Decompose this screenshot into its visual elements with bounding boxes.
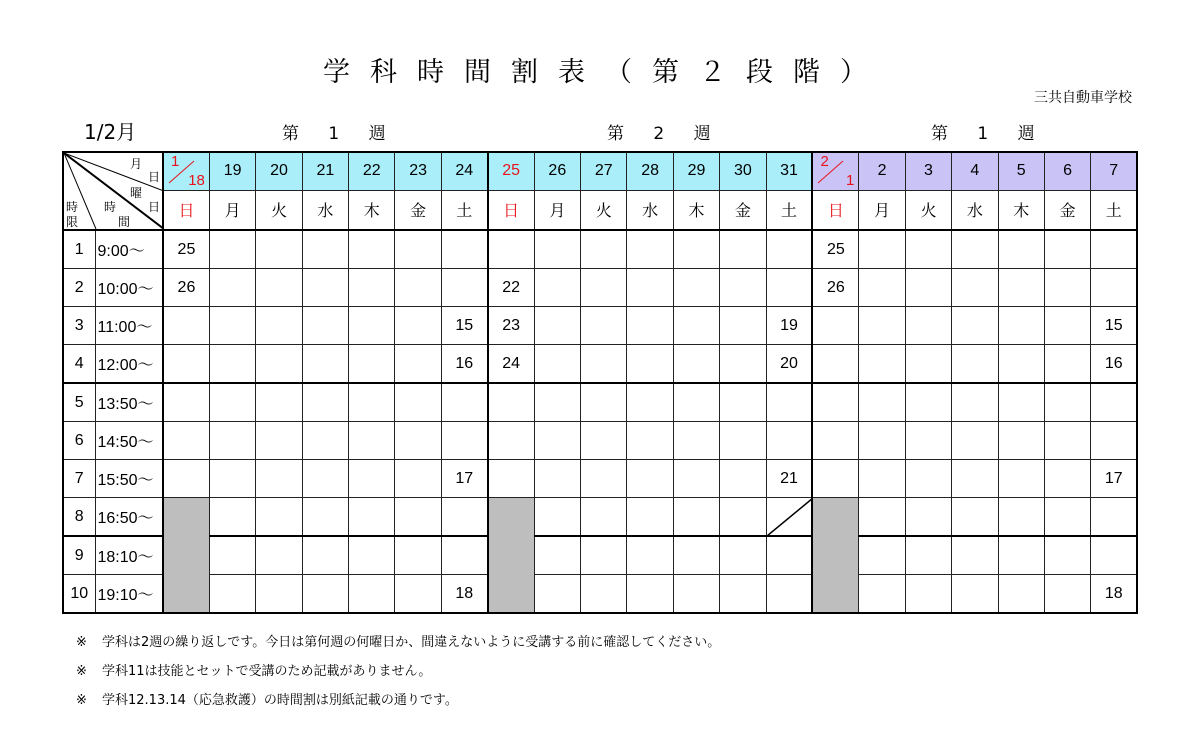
month-label: 1/2月 — [84, 120, 137, 144]
period-number: 7 — [63, 460, 95, 498]
lesson-cell — [256, 460, 302, 498]
weekday-土: 土 — [441, 190, 487, 230]
lesson-cell — [812, 422, 858, 460]
lesson-cell — [673, 460, 719, 498]
lesson-cell — [534, 269, 580, 307]
date-header-23: 23 — [395, 152, 441, 190]
lesson-cell — [627, 422, 673, 460]
lesson-cell — [1044, 269, 1090, 307]
date-header-28: 28 — [627, 152, 673, 190]
lesson-cell: 16 — [441, 345, 487, 384]
lesson-cell — [859, 307, 905, 345]
period-row-9 — [63, 536, 1137, 575]
lesson-cell — [581, 307, 627, 345]
lesson-cell — [534, 307, 580, 345]
lesson-cell — [859, 498, 905, 537]
lesson-cell — [488, 460, 534, 498]
lesson-cell: 18 — [441, 575, 487, 614]
weekday-月: 月 — [534, 190, 580, 230]
lesson-cell — [209, 345, 255, 384]
lesson-cell — [302, 345, 348, 384]
lesson-cell — [627, 230, 673, 269]
lesson-cell — [1044, 307, 1090, 345]
period-number: 3 — [63, 307, 95, 345]
weekday-火: 火 — [256, 190, 302, 230]
lesson-cell — [209, 575, 255, 614]
lesson-cell — [812, 345, 858, 384]
lesson-cell — [720, 383, 766, 422]
week-label-1: 第 1 週 — [282, 124, 398, 144]
lesson-cell — [1044, 383, 1090, 422]
lesson-cell — [302, 269, 348, 307]
lesson-cell — [534, 422, 580, 460]
lesson-cell — [952, 422, 998, 460]
date-header-31: 31 — [766, 152, 812, 190]
period-number: 9 — [63, 536, 95, 575]
period-row-4 — [63, 345, 1137, 384]
lesson-cell — [441, 498, 487, 537]
lesson-cell: 15 — [441, 307, 487, 345]
lesson-cell — [209, 460, 255, 498]
period-time: 13:50～ — [95, 383, 163, 422]
lesson-cell — [720, 422, 766, 460]
lesson-cell — [441, 230, 487, 269]
lesson-cell — [209, 498, 255, 537]
lesson-cell: 18 — [1091, 575, 1137, 614]
weekday-水: 水 — [627, 190, 673, 230]
lesson-cell — [349, 575, 395, 614]
period-time: 10:00～ — [95, 269, 163, 307]
lesson-cell — [720, 269, 766, 307]
lesson-cell — [256, 307, 302, 345]
lesson-cell — [349, 460, 395, 498]
period-time: 15:50～ — [95, 460, 163, 498]
lesson-cell — [395, 422, 441, 460]
lesson-cell — [395, 383, 441, 422]
lesson-cell: 25 — [812, 230, 858, 269]
weekday-土: 土 — [1091, 190, 1137, 230]
corner-period: 時 — [66, 200, 79, 214]
lesson-cell — [302, 460, 348, 498]
lesson-cell — [998, 498, 1044, 537]
crossed-out-icon — [767, 498, 813, 536]
lesson-cell — [302, 307, 348, 345]
lesson-cell — [1044, 230, 1090, 269]
date-header-3: 3 — [905, 152, 951, 190]
lesson-cell — [766, 230, 812, 269]
lesson-cell: 16 — [1091, 345, 1137, 384]
lesson-cell — [627, 307, 673, 345]
week-label-3: 第 1 週 — [931, 124, 1047, 144]
lesson-cell — [812, 307, 858, 345]
lesson-cell: 17 — [441, 460, 487, 498]
period-time: 12:00～ — [95, 345, 163, 384]
weekday-火: 火 — [905, 190, 951, 230]
lesson-cell — [302, 230, 348, 269]
lesson-cell — [395, 536, 441, 575]
lesson-cell — [1044, 575, 1090, 614]
lesson-cell — [673, 575, 719, 614]
lesson-cell: 22 — [488, 269, 534, 307]
weekday-火: 火 — [581, 190, 627, 230]
lesson-cell: 15 — [1091, 307, 1137, 345]
lesson-cell — [349, 536, 395, 575]
lesson-cell — [859, 575, 905, 614]
lesson-cell — [256, 383, 302, 422]
lesson-cell — [256, 269, 302, 307]
lesson-cell — [627, 498, 673, 537]
period-row-1 — [63, 230, 1137, 269]
period-row-8 — [63, 498, 1137, 537]
period-row-2 — [63, 269, 1137, 307]
weekday-水: 水 — [952, 190, 998, 230]
lesson-cell — [581, 345, 627, 384]
lesson-cell — [905, 307, 951, 345]
lesson-cell — [1091, 498, 1137, 537]
lesson-cell — [256, 498, 302, 537]
date-header-5: 5 — [998, 152, 1044, 190]
lesson-cell — [209, 422, 255, 460]
lesson-cell — [534, 230, 580, 269]
lesson-cell — [627, 460, 673, 498]
date-header-29: 29 — [673, 152, 719, 190]
lesson-cell — [952, 383, 998, 422]
lesson-cell — [302, 422, 348, 460]
corner-header-cell: 月 日 曜 日 時 限 時 間 — [63, 152, 163, 230]
lesson-cell — [441, 269, 487, 307]
date-header-4: 4 — [952, 152, 998, 190]
period-time: 18:10～ — [95, 536, 163, 575]
lesson-cell — [302, 575, 348, 614]
lesson-cell — [534, 460, 580, 498]
lesson-cell — [766, 536, 812, 575]
lesson-cell — [859, 345, 905, 384]
lesson-cell — [441, 383, 487, 422]
lesson-cell: 25 — [163, 230, 209, 269]
lesson-cell — [349, 498, 395, 537]
weekday-日: 日 — [812, 190, 858, 230]
period-row-3 — [63, 307, 1137, 345]
period-number: 6 — [63, 422, 95, 460]
lesson-cell: 26 — [163, 269, 209, 307]
weekday-金: 金 — [720, 190, 766, 230]
corner-month: 月 — [130, 157, 143, 171]
lesson-cell — [998, 536, 1044, 575]
lesson-cell — [673, 422, 719, 460]
lesson-cell — [488, 383, 534, 422]
closed-cell — [488, 498, 534, 614]
lesson-cell — [998, 345, 1044, 384]
week-label-2: 第 2 週 — [607, 124, 723, 144]
lesson-cell — [998, 575, 1044, 614]
lesson-cell — [627, 345, 673, 384]
weekday-水: 水 — [302, 190, 348, 230]
lesson-cell — [766, 422, 812, 460]
lesson-cell — [627, 383, 673, 422]
weekday-日: 日 — [488, 190, 534, 230]
lesson-cell — [534, 536, 580, 575]
lesson-cell — [349, 345, 395, 384]
lesson-cell — [256, 422, 302, 460]
lesson-cell — [905, 269, 951, 307]
lesson-cell — [1044, 498, 1090, 537]
lesson-cell — [998, 269, 1044, 307]
timetable-grid — [62, 151, 1138, 614]
lesson-cell — [395, 498, 441, 537]
lesson-cell — [720, 230, 766, 269]
lesson-cell — [1044, 460, 1090, 498]
lesson-cell — [952, 230, 998, 269]
lesson-cell — [256, 536, 302, 575]
lesson-cell — [720, 536, 766, 575]
lesson-cell: 19 — [766, 307, 812, 345]
lesson-cell — [395, 269, 441, 307]
weekday-土: 土 — [766, 190, 812, 230]
period-time: 9:00～ — [95, 230, 163, 269]
lesson-cell — [812, 383, 858, 422]
lesson-cell — [581, 230, 627, 269]
date-header-22: 22 — [349, 152, 395, 190]
weekday-金: 金 — [395, 190, 441, 230]
lesson-cell — [349, 422, 395, 460]
lesson-cell — [256, 575, 302, 614]
note-2: ※ 学科11は技能とセットで受講のため記載がありません。 — [76, 664, 432, 679]
lesson-cell: 17 — [1091, 460, 1137, 498]
date-header-25: 25 — [488, 152, 534, 190]
lesson-cell — [349, 307, 395, 345]
lesson-cell — [998, 383, 1044, 422]
lesson-cell — [859, 383, 905, 422]
lesson-cell: 20 — [766, 345, 812, 384]
lesson-cell — [766, 498, 812, 537]
lesson-cell — [859, 536, 905, 575]
lesson-cell — [952, 345, 998, 384]
lesson-cell — [952, 575, 998, 614]
lesson-cell — [998, 460, 1044, 498]
lesson-cell — [627, 575, 673, 614]
lesson-cell — [581, 269, 627, 307]
lesson-cell: 21 — [766, 460, 812, 498]
lesson-cell — [905, 536, 951, 575]
date-header-21: 21 — [302, 152, 348, 190]
closed-cell — [163, 498, 209, 614]
lesson-cell — [720, 498, 766, 537]
lesson-cell — [349, 269, 395, 307]
lesson-cell — [859, 460, 905, 498]
period-row-7 — [63, 460, 1137, 498]
lesson-cell — [998, 230, 1044, 269]
lesson-cell — [952, 269, 998, 307]
lesson-cell — [581, 422, 627, 460]
lesson-cell — [534, 345, 580, 384]
lesson-cell — [302, 536, 348, 575]
period-row-10 — [63, 575, 1137, 614]
lesson-cell — [720, 345, 766, 384]
lesson-cell — [209, 269, 255, 307]
date-header-2/1 — [812, 152, 858, 190]
lesson-cell — [581, 536, 627, 575]
lesson-cell: 23 — [488, 307, 534, 345]
lesson-cell — [1091, 230, 1137, 269]
lesson-cell — [488, 422, 534, 460]
lesson-cell — [209, 536, 255, 575]
lesson-cell — [302, 383, 348, 422]
date-fraction: 1 18 — [164, 153, 209, 189]
lesson-cell — [998, 422, 1044, 460]
date-header-2: 2 — [859, 152, 905, 190]
lesson-cell — [1091, 269, 1137, 307]
lesson-cell — [720, 307, 766, 345]
lesson-cell — [349, 383, 395, 422]
lesson-cell — [534, 383, 580, 422]
note-1: ※ 学科は2週の繰り返しです。今日は第何週の何曜日か、間違えないように受講する前に確認してください。 — [76, 635, 721, 650]
period-number: 8 — [63, 498, 95, 537]
school-name: 三共自動車学校 — [1034, 90, 1132, 106]
weekday-日: 日 — [163, 190, 209, 230]
date-header-26: 26 — [534, 152, 580, 190]
lesson-cell — [859, 422, 905, 460]
lesson-cell — [673, 498, 719, 537]
period-time: 19:10～ — [95, 575, 163, 614]
date-fraction: 2 1 — [813, 153, 858, 189]
lesson-cell — [1091, 422, 1137, 460]
lesson-cell — [952, 307, 998, 345]
lesson-cell — [952, 460, 998, 498]
lesson-cell — [905, 383, 951, 422]
date-header-6: 6 — [1044, 152, 1090, 190]
weekday-金: 金 — [1044, 190, 1090, 230]
date-header-19: 19 — [209, 152, 255, 190]
date-header-24: 24 — [441, 152, 487, 190]
lesson-cell — [905, 575, 951, 614]
period-number: 2 — [63, 269, 95, 307]
lesson-cell — [256, 345, 302, 384]
date-row — [63, 152, 1137, 190]
lesson-cell — [395, 575, 441, 614]
lesson-cell — [952, 536, 998, 575]
period-time: 14:50～ — [95, 422, 163, 460]
date-header-7: 7 — [1091, 152, 1137, 190]
lesson-cell: 26 — [812, 269, 858, 307]
lesson-cell — [627, 269, 673, 307]
lesson-cell — [163, 307, 209, 345]
lesson-cell — [812, 460, 858, 498]
lesson-cell — [581, 575, 627, 614]
weekday-row — [63, 190, 1137, 230]
lesson-cell — [905, 230, 951, 269]
lesson-cell — [209, 230, 255, 269]
lesson-cell: 24 — [488, 345, 534, 384]
lesson-cell — [905, 422, 951, 460]
lesson-cell — [209, 307, 255, 345]
lesson-cell — [209, 383, 255, 422]
period-time: 11:00～ — [95, 307, 163, 345]
lesson-cell — [1044, 536, 1090, 575]
lesson-cell — [905, 345, 951, 384]
lesson-cell — [534, 575, 580, 614]
lesson-cell — [441, 422, 487, 460]
corner-weekday: 曜 — [130, 186, 143, 200]
lesson-cell — [256, 230, 302, 269]
lesson-cell — [627, 536, 673, 575]
lesson-cell — [581, 498, 627, 537]
lesson-cell — [1044, 345, 1090, 384]
lesson-cell — [673, 383, 719, 422]
note-3: ※ 学科12.13.14（応急救護）の時間割は別紙記載の通りです。 — [76, 693, 458, 708]
date-header-30: 30 — [720, 152, 766, 190]
lesson-cell — [395, 345, 441, 384]
lesson-cell — [163, 345, 209, 384]
weekday-木: 木 — [673, 190, 719, 230]
period-row-5 — [63, 383, 1137, 422]
weekday-月: 月 — [209, 190, 255, 230]
lesson-cell — [581, 460, 627, 498]
date-header-20: 20 — [256, 152, 302, 190]
corner-time: 時 — [104, 200, 117, 214]
lesson-cell — [302, 498, 348, 537]
lesson-cell — [859, 230, 905, 269]
period-number: 4 — [63, 345, 95, 384]
corner-day: 日 — [148, 170, 161, 184]
lesson-cell — [534, 498, 580, 537]
lesson-cell — [673, 269, 719, 307]
lesson-cell — [395, 307, 441, 345]
page-title: 学科時間割表（第２段階） — [323, 57, 887, 88]
lesson-cell — [488, 230, 534, 269]
lesson-cell — [673, 345, 719, 384]
lesson-cell — [581, 383, 627, 422]
lesson-cell — [720, 460, 766, 498]
lesson-cell — [1044, 422, 1090, 460]
lesson-cell — [395, 230, 441, 269]
period-number: 5 — [63, 383, 95, 422]
lesson-cell — [673, 230, 719, 269]
period-time: 16:50～ — [95, 498, 163, 537]
lesson-cell — [163, 460, 209, 498]
lesson-cell — [998, 307, 1044, 345]
lesson-cell — [395, 460, 441, 498]
date-header-27: 27 — [581, 152, 627, 190]
lesson-cell — [766, 269, 812, 307]
lesson-cell — [673, 536, 719, 575]
weekday-木: 木 — [998, 190, 1044, 230]
lesson-cell — [766, 575, 812, 614]
lesson-cell — [441, 536, 487, 575]
diagonal-lines-icon — [64, 153, 164, 229]
closed-cell — [812, 498, 858, 614]
period-number: 10 — [63, 575, 95, 614]
lesson-cell — [905, 498, 951, 537]
lesson-cell — [1091, 536, 1137, 575]
period-row-6 — [63, 422, 1137, 460]
period-number: 1 — [63, 230, 95, 269]
lesson-cell — [673, 307, 719, 345]
footnotes — [76, 628, 720, 715]
lesson-cell — [859, 269, 905, 307]
lesson-cell — [1091, 383, 1137, 422]
weekday-木: 木 — [349, 190, 395, 230]
lesson-cell — [952, 498, 998, 537]
lesson-cell — [163, 383, 209, 422]
lesson-cell — [349, 230, 395, 269]
lesson-cell — [720, 575, 766, 614]
lesson-cell — [766, 383, 812, 422]
lesson-cell — [905, 460, 951, 498]
lesson-cell — [163, 422, 209, 460]
date-header-1/18 — [163, 152, 209, 190]
weekday-月: 月 — [859, 190, 905, 230]
